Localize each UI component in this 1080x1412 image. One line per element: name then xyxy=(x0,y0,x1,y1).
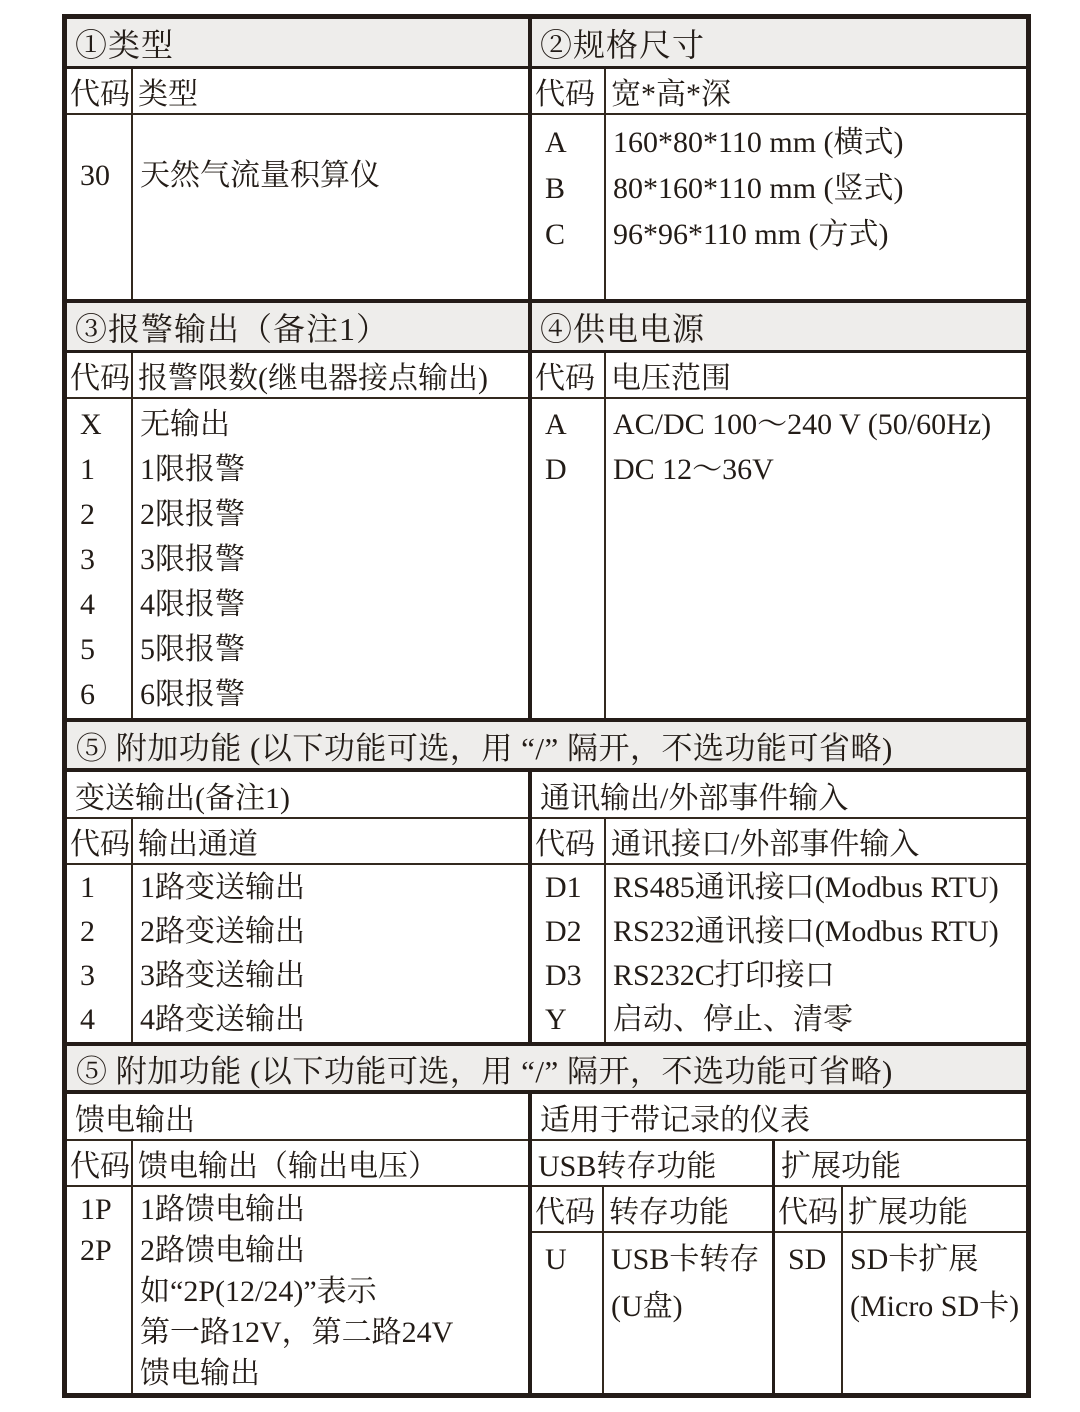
cell-code: 2 xyxy=(80,498,95,531)
col-header-code: 代码 xyxy=(67,1141,133,1185)
section-comm xyxy=(532,772,1026,1042)
section-record xyxy=(532,1094,1026,1393)
cell-code: 2P xyxy=(80,1234,112,1267)
size-body xyxy=(532,115,1026,299)
section-alarm-title: ③报警输出（备注1） xyxy=(67,303,528,353)
cell-code: A xyxy=(545,408,567,441)
section-record-title: 适用于带记录的仪表 xyxy=(532,1094,1026,1141)
type-desc-column xyxy=(133,115,528,299)
section-comm-title: 通讯输出/外部事件输入 xyxy=(532,772,1026,819)
alarm-desc-column xyxy=(133,399,528,718)
cell-code: 4 xyxy=(80,588,95,621)
usb-code-column xyxy=(532,1233,604,1393)
power-code-column xyxy=(532,399,606,718)
section5-header: ⑤ 附加功能 (以下功能可选，用 “/” 隔开，不选功能可省略) xyxy=(67,718,1026,772)
cell-code: B xyxy=(545,172,566,205)
col-header-desc: 输出通道 xyxy=(138,828,258,861)
cell-desc: 3限报警 xyxy=(140,543,245,576)
band-transmit-comm xyxy=(67,772,1026,1042)
transmit-body xyxy=(67,865,528,1042)
cell-code: SD xyxy=(788,1243,827,1276)
cell-code: 1P xyxy=(80,1193,112,1226)
col-header-desc: 类型 xyxy=(138,78,198,111)
type-body xyxy=(67,115,528,299)
section-feed-title: 馈电输出 xyxy=(67,1094,528,1141)
section-transmit xyxy=(67,772,532,1042)
transmit-desc-column xyxy=(133,865,528,1042)
col-header-code: 代码 xyxy=(775,1187,843,1231)
cell-desc: 1路变送输出 xyxy=(140,871,305,904)
cell-desc: 6限报警 xyxy=(140,678,245,711)
col-header-desc: 报警限数(继电器接点输出) xyxy=(138,362,488,395)
cell-desc: 80*160*110 mm (竖式) xyxy=(613,172,904,205)
section-size-title: ②规格尺寸 xyxy=(532,19,1026,69)
cell-desc: 4限报警 xyxy=(140,588,245,621)
cell-code: D xyxy=(545,453,567,486)
col-header-desc: 扩展功能 xyxy=(848,1196,968,1229)
comm-body xyxy=(532,865,1026,1042)
section-feed xyxy=(67,1094,532,1393)
section-power-title: ④供电电源 xyxy=(532,303,1026,353)
col-header-code: 代码 xyxy=(67,69,133,113)
col-header-code: 代码 xyxy=(532,1187,604,1231)
cell-code: 2 xyxy=(80,915,95,948)
col-header-code: 代码 xyxy=(67,819,133,863)
section-size xyxy=(532,19,1026,299)
comm-code-column xyxy=(532,865,606,1042)
cell-desc: 无输出 xyxy=(140,408,230,441)
cell-desc: 1路馈电输出 xyxy=(140,1193,305,1226)
cell-code: D2 xyxy=(545,915,582,948)
usb-subsection-title: USB转存功能 xyxy=(532,1141,772,1187)
cell-desc: 如“2P(12/24)”表示 xyxy=(140,1275,377,1308)
size-desc-column xyxy=(606,115,1026,299)
feed-code-column xyxy=(67,1187,133,1393)
cell-desc: 2路变送输出 xyxy=(140,915,305,948)
cell-desc: (Micro SD卡) xyxy=(850,1290,1020,1323)
section5-header: ⑤ 附加功能 (以下功能可选，用 “/” 隔开，不选功能可省略) xyxy=(67,1042,1026,1094)
size-code-column xyxy=(532,115,606,299)
feed-column-header xyxy=(67,1141,528,1187)
cell-code: X xyxy=(80,408,102,441)
usb-body xyxy=(532,1233,772,1393)
cell-code: 1 xyxy=(80,871,95,904)
cell-code: C xyxy=(545,218,566,251)
ext-desc-column xyxy=(843,1233,1026,1393)
record-split xyxy=(532,1141,1026,1393)
cell-code xyxy=(67,1312,131,1353)
ext-subsection-title: 扩展功能 xyxy=(775,1141,1026,1187)
col-header-desc: 宽*高*深 xyxy=(611,78,731,111)
cell-desc: DC 12～36V xyxy=(613,453,774,486)
col-header-desc: 电压范围 xyxy=(611,362,731,395)
section-type-title: ①类型 xyxy=(67,19,528,69)
cell-desc: 启动、停止、清零 xyxy=(613,1003,853,1036)
feed-desc-column xyxy=(133,1187,528,1393)
comm-column-header xyxy=(532,819,1026,865)
power-body xyxy=(532,399,1026,718)
cell-desc: RS232C打印接口 xyxy=(613,959,835,992)
band-type-size xyxy=(67,19,1026,299)
power-column-header xyxy=(532,353,1026,399)
section-alarm xyxy=(67,303,532,718)
cell-desc: USB卡转存 xyxy=(611,1243,760,1276)
cell-code: 5 xyxy=(80,633,95,666)
cell-code: 3 xyxy=(80,959,95,992)
cell-code: D3 xyxy=(545,959,582,992)
col-header-code: 代码 xyxy=(532,353,606,397)
cell-code: 6 xyxy=(80,678,95,711)
cell-code: 1 xyxy=(80,453,95,486)
alarm-code-column xyxy=(67,399,133,718)
ext-column-header xyxy=(775,1187,1026,1233)
cell-code: 4 xyxy=(80,1003,95,1036)
cell-desc: 馈电输出 xyxy=(140,1357,260,1390)
col-header-code: 代码 xyxy=(532,819,606,863)
band-feed-record xyxy=(67,1094,1026,1393)
cell-desc: RS232通讯接口(Modbus RTU) xyxy=(613,915,999,948)
cell-desc: 天然气流量积算仪 xyxy=(140,159,380,192)
cell-code: 30 xyxy=(80,159,110,192)
cell-desc: 2限报警 xyxy=(140,498,245,531)
cell-desc: 2路馈电输出 xyxy=(140,1234,305,1267)
section-type xyxy=(67,19,532,299)
cell-code: A xyxy=(545,126,567,159)
cell-desc: 3路变送输出 xyxy=(140,959,305,992)
cell-desc: 4路变送输出 xyxy=(140,1003,305,1036)
cell-desc: AC/DC 100～240 V (50/60Hz) xyxy=(613,408,992,441)
power-desc-column xyxy=(606,399,1026,718)
cell-code xyxy=(67,1271,131,1312)
section-power xyxy=(532,303,1026,718)
band-alarm-power xyxy=(67,299,1026,718)
cell-desc: SD卡扩展 xyxy=(850,1243,979,1276)
alarm-body xyxy=(67,399,528,718)
col-header-desc: 转存功能 xyxy=(609,1196,729,1229)
cell-desc: 160*80*110 mm (横式) xyxy=(613,126,904,159)
size-column-header xyxy=(532,69,1026,115)
model-selection-table xyxy=(62,14,1031,1398)
col-header-desc: 馈电输出（输出电压） xyxy=(138,1150,438,1183)
cell-code: D1 xyxy=(545,871,582,904)
usb-column-header xyxy=(532,1187,772,1233)
cell-desc: RS485通讯接口(Modbus RTU) xyxy=(613,871,999,904)
usb-desc-column xyxy=(604,1233,772,1393)
cell-desc: 5限报警 xyxy=(140,633,245,666)
cell-code: U xyxy=(545,1243,567,1276)
col-header-desc: 通讯接口/外部事件输入 xyxy=(611,828,920,861)
ext-body xyxy=(775,1233,1026,1393)
usb-subsection xyxy=(532,1141,775,1393)
transmit-code-column xyxy=(67,865,133,1042)
type-column-header xyxy=(67,69,528,115)
cell-desc: 第一路12V，第二路24V xyxy=(140,1316,454,1349)
type-code-column xyxy=(67,115,133,299)
cell-code: 3 xyxy=(80,543,95,576)
comm-desc-column xyxy=(606,865,1026,1042)
cell-code: Y xyxy=(545,1003,567,1036)
section-transmit-title: 变送输出(备注1) xyxy=(67,772,528,819)
transmit-column-header xyxy=(67,819,528,865)
cell-desc: (U盘) xyxy=(611,1290,683,1323)
alarm-column-header xyxy=(67,353,528,399)
cell-code xyxy=(67,1353,131,1394)
col-header-code: 代码 xyxy=(532,69,606,113)
cell-desc: 96*96*110 mm (方式) xyxy=(613,218,889,251)
ext-code-column xyxy=(775,1233,843,1393)
col-header-code: 代码 xyxy=(67,353,133,397)
cell-desc: 1限报警 xyxy=(140,453,245,486)
feed-body xyxy=(67,1187,528,1393)
ext-subsection xyxy=(775,1141,1026,1393)
